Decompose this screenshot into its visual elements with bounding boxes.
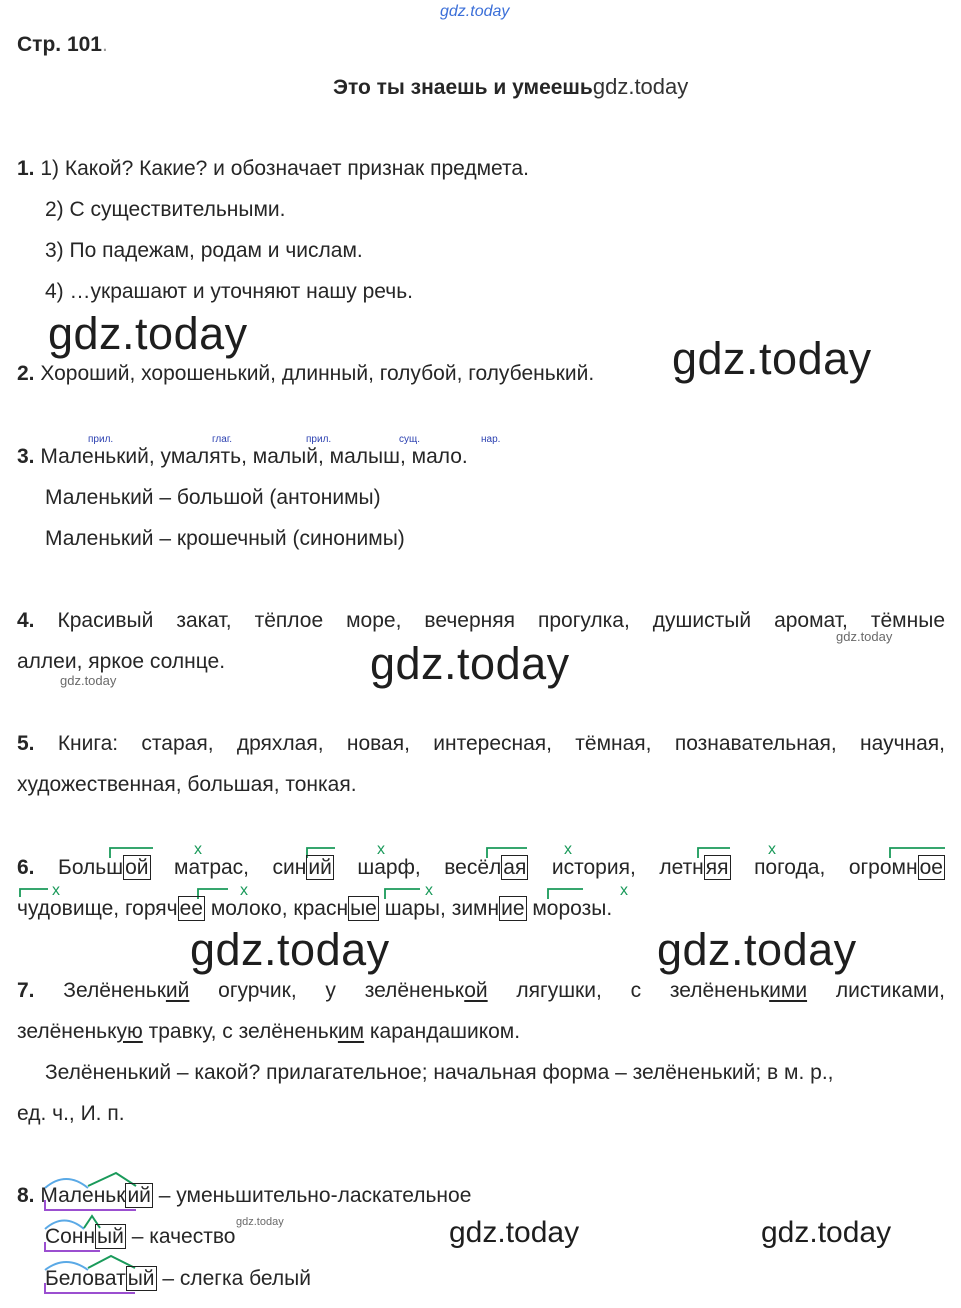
task1-answer-1: 1) Какой? Какие? и обозначает признак предмета. <box>40 157 529 180</box>
task6-noun-8: морозы. <box>532 897 613 920</box>
task1-answer-4: 4) …украшают и уточняют нашу речь. <box>45 280 413 303</box>
watermark-3: gdz.today <box>370 638 570 689</box>
watermark-4: gdz.today <box>190 924 390 975</box>
watermark-small-2: gdz.today <box>60 673 117 688</box>
task2-text: Хороший, хорошенький, длинный, голубой, голубенький. <box>40 362 595 385</box>
task7-phrase-1: Зелёненький огурчик, у <box>63 979 365 1002</box>
task6-x-1: x <box>194 841 202 858</box>
title-watermark: gdz.today <box>592 74 689 99</box>
task6-x-3: x <box>564 841 572 858</box>
watermark-1: gdz.today <box>48 308 248 359</box>
task6-noun-6: молоко, <box>210 897 288 920</box>
task6-noun-7: шары, <box>384 897 446 920</box>
task1-number: 1. <box>17 157 35 180</box>
task3-tag-3: прил. <box>306 434 332 445</box>
task6-word-2: синий <box>272 856 332 879</box>
task7-phrase-5: зелёненьким карандашиком. <box>238 1020 521 1043</box>
task1-answer-3: 3) По падежам, родам и числам. <box>45 239 363 262</box>
task6-noun-1: матрас, <box>174 856 250 879</box>
task3-number: 3. <box>17 445 35 468</box>
top-watermark: gdz.today <box>440 3 510 20</box>
watermark-small-3: gdz.today <box>236 1216 284 1228</box>
task3-tag-2: глаг. <box>212 434 233 445</box>
watermark-small-1: gdz.today <box>836 629 893 644</box>
task6-noun-3: история, <box>551 856 636 879</box>
ending-box: ый <box>127 1267 155 1290</box>
task6-word-3: весёлая <box>444 856 527 879</box>
page-title-text: Это ты знаешь и умеешь <box>333 76 593 99</box>
task6-x-4: x <box>768 841 776 858</box>
page-ref: Стр. 101. <box>17 33 108 56</box>
task5-text-1: Книга: старая, дряхлая, новая, интересная, тёмная, познавательная, научная, <box>57 732 945 755</box>
task3-tag-1: прил. <box>88 434 114 445</box>
task8-line2 <box>45 1225 235 1249</box>
task1-answer-2: 2) С существительными. <box>45 198 286 221</box>
task6-x-8: x <box>620 882 628 899</box>
task6-number: 6. <box>17 856 35 879</box>
task6-word-1: Большой <box>58 856 149 879</box>
task6-word-4: летняя <box>659 856 729 879</box>
ending-box: ые <box>350 897 377 920</box>
watermark-5: gdz.today <box>657 924 857 975</box>
ending-underline: ими <box>769 979 808 1002</box>
ending-box: ой <box>125 856 149 879</box>
task7-phrase-3: зелёненькими листиками, <box>669 979 945 1002</box>
page-ref-text: Стр. 101 <box>17 33 102 56</box>
task3-tag-4: сущ. <box>399 434 421 445</box>
task7-number: 7. <box>17 979 35 1002</box>
task5-number: 5. <box>17 732 35 755</box>
task7-line3: Зелёненький – какой? прилагательное; начальная форма – зелёненький; в м. р., <box>45 1061 834 1084</box>
task8-line1 <box>17 1184 471 1208</box>
task8-word-3: Беловатый <box>45 1267 155 1290</box>
task8-meaning-2: – качество <box>125 1225 236 1248</box>
task7-line4: ед. ч., И. п. <box>17 1102 125 1125</box>
task4-text-1: Красивый закат, тёплое море, вечерняя прогулка, душистый аромат, тёмные <box>57 609 945 632</box>
ending-box: ее <box>179 897 203 920</box>
task6-noun-2: шарф, <box>357 856 421 879</box>
watermark-6: gdz.today <box>449 1216 580 1249</box>
task6-x-6: x <box>240 882 248 899</box>
task8-number: 8. <box>17 1184 35 1207</box>
ending-box: яя <box>705 856 729 879</box>
ending-box: ое <box>919 856 943 879</box>
ending-box: ие <box>501 897 525 920</box>
task4-line2: аллеи, яркое солнце. <box>17 650 226 673</box>
watermark-7: gdz.today <box>761 1216 892 1249</box>
ending-underline: им <box>337 1020 365 1043</box>
ending-underline: ий <box>165 979 190 1002</box>
ending-underline: ую <box>116 1020 143 1043</box>
watermark-2: gdz.today <box>672 333 872 384</box>
task7-phrase-2: зелёненькой лягушки, с <box>364 979 670 1002</box>
ending-box: ая <box>503 856 527 879</box>
task8-line3 <box>45 1267 311 1291</box>
ending-box: ый <box>97 1225 124 1248</box>
task8-word-1: Маленький <box>40 1184 151 1207</box>
task6-word-5: огромное <box>848 856 943 879</box>
task8-meaning-3: – слегка белый <box>156 1267 311 1290</box>
task6-noun-5: чудовище, <box>17 897 120 920</box>
task6-x-2: x <box>377 841 385 858</box>
task6-word-7: красные <box>293 897 377 920</box>
task6-noun-4: погода, <box>754 856 826 879</box>
task5-line2: художественная, большая, тонкая. <box>17 773 357 796</box>
task6-x-5: x <box>52 882 60 899</box>
task7-phrase-4: зелёненькую травку, с <box>17 1020 239 1043</box>
task2-number: 2. <box>17 362 35 385</box>
task3-tag-5: нар. <box>481 434 501 445</box>
task6-word-6: горячее <box>124 897 203 920</box>
ending-underline: ой <box>464 979 488 1002</box>
task3-antonyms: Маленький – большой (антонимы) <box>45 486 381 509</box>
task6-word-8: зимние <box>451 897 525 920</box>
task6-x-7: x <box>425 882 433 899</box>
task4-number: 4. <box>17 609 35 632</box>
task3-text: Маленький, умалять, малый, малыш, мало. <box>40 445 468 468</box>
task8-word-2: Сонный <box>45 1225 124 1248</box>
task3-synonyms: Маленький – крошечный (синонимы) <box>45 527 405 550</box>
ending-box: ий <box>127 1184 151 1207</box>
ending-box: ий <box>308 856 332 879</box>
task8-meaning-1: – уменьшительно-ласкательное <box>152 1184 472 1207</box>
